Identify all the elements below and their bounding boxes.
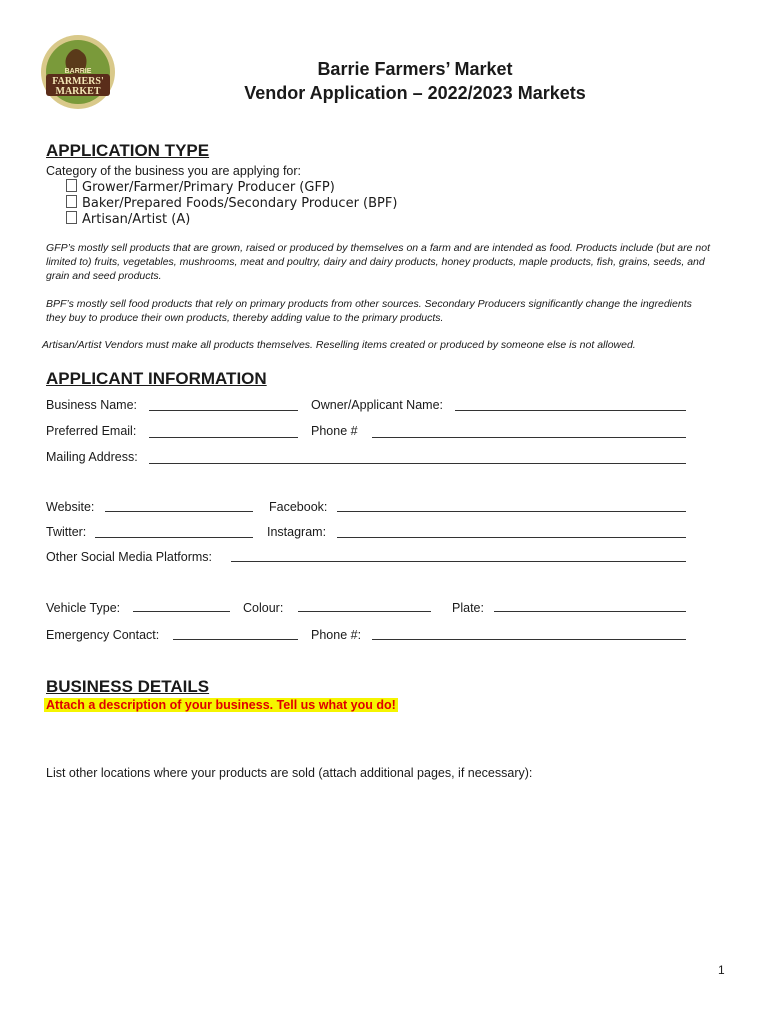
instagram-field[interactable] [337, 537, 686, 538]
twitter-label: Twitter: [46, 525, 87, 539]
owner-name-label: Owner/Applicant Name: [311, 398, 444, 412]
gfp-note: GFP’s mostly sell products that are grown, raised or produced by themselves on a farm and are intended as food. Products include (but are not limited to) fruits, vegetables, mushrooms, meat and poultry, dairy and dairy products, honey products, maple products, fish, grains, seeds, and grain and seed products. [46, 242, 710, 282]
website-field[interactable] [105, 511, 253, 512]
attach-description-note: Attach a description of your business. Tell us what you do! [46, 698, 396, 712]
option-bpf[interactable]: Baker/Prepared Foods/Secondary Producer (BPF) [66, 195, 397, 211]
owner-name-field[interactable] [455, 410, 686, 411]
other-social-field[interactable] [231, 561, 686, 562]
option-gfp[interactable]: Grower/Farmer/Primary Producer (GFP) [66, 179, 335, 195]
emergency-contact-label: Emergency Contact: [46, 628, 160, 642]
colour-field[interactable] [298, 611, 431, 612]
instagram-label: Instagram: [267, 525, 327, 539]
phone-field[interactable] [372, 437, 686, 438]
plate-label: Plate: [452, 601, 484, 615]
other-locations-prompt: List other locations where your products are sold (attach additional pages, if necessary): [46, 766, 533, 780]
phone2-label: Phone #: [311, 628, 362, 642]
checkbox-bpf[interactable] [66, 195, 77, 208]
emergency-contact-field[interactable] [173, 639, 298, 640]
checkbox-artisan[interactable] [66, 211, 77, 224]
mailing-address-label: Mailing Address: [46, 450, 138, 464]
facebook-field[interactable] [337, 511, 686, 512]
document-title-line2: Vendor Application – 2022/2023 Markets [244, 83, 586, 103]
website-label: Website: [46, 500, 95, 514]
document-title-line1: Barrie Farmers’ Market [317, 59, 513, 79]
applicant-info-heading: APPLICANT INFORMATION [46, 369, 267, 388]
phone2-field[interactable] [372, 639, 686, 640]
twitter-field[interactable] [95, 537, 253, 538]
vehicle-type-label: Vehicle Type: [46, 601, 121, 615]
colour-label: Colour: [243, 601, 284, 615]
phone-label: Phone # [311, 424, 358, 438]
business-name-label: Business Name: [46, 398, 138, 412]
plate-field[interactable] [494, 611, 686, 612]
logo-text-mid: FARMERS' [52, 76, 104, 87]
email-field[interactable] [149, 437, 298, 438]
logo-text-bot: MARKET [55, 86, 101, 97]
option-artisan[interactable]: Artisan/Artist (A) [66, 211, 190, 227]
other-social-label: Other Social Media Platforms: [46, 550, 213, 564]
application-type-heading: APPLICATION TYPE [46, 141, 210, 160]
business-details-heading: BUSINESS DETAILS [46, 677, 210, 696]
artisan-note: Artisan/Artist Vendors must make all products themselves. Reselling items created or produced by someone else is not allowed. [42, 339, 636, 351]
facebook-label: Facebook: [269, 500, 328, 514]
vehicle-type-field[interactable] [133, 611, 230, 612]
bpf-note: BPF’s mostly sell food products that rely on primary products from other sources. Secondary Producers significantly change the ingredients they buy to produce their own products, thereby adding value to the primary products. [46, 298, 692, 324]
mailing-address-field[interactable] [149, 463, 686, 464]
category-prompt: Category of the business you are applying for: [46, 164, 302, 178]
email-label: Preferred Email: [46, 424, 137, 438]
page-number: 1 [718, 963, 725, 977]
logo-text-top: BARRIE [64, 68, 92, 75]
checkbox-gfp[interactable] [66, 179, 77, 192]
business-name-field[interactable] [149, 410, 298, 411]
